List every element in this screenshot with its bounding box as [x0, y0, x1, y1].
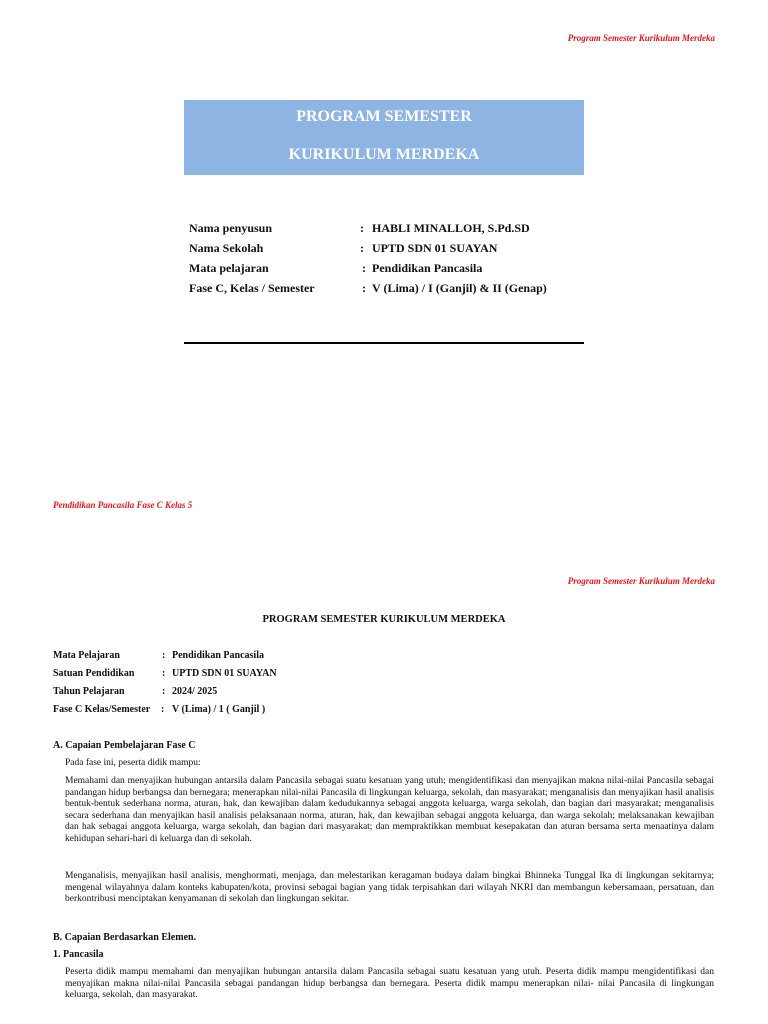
info-colon: :: [360, 221, 364, 235]
info-value: Pendidikan Pancasila: [372, 261, 483, 275]
meta-colon: :: [162, 686, 166, 697]
horizontal-rule: [184, 342, 584, 344]
meta-label: Fase C Kelas/Semester: [53, 704, 151, 715]
info-row: [189, 281, 589, 301]
section-a-paragraph-2: Menganalisis, menyajikan hasil analisis, menghormati, menjaga, dan melestarikan keragaman budaya dalam bingkai Bhinneka Tunggal Ika di lingkungan sekitarnya; mengenal wilayahnya dalam konteks kabupaten/kota, provinsi sebagai bagian yang tidak terpisahkan dari wilayah NKRI dan membangun kebersamaan, persatuan, dan berkontribusi menciptakan kenyamanan di sekolah dan lingkungan sekitar.: [65, 871, 714, 905]
meta-colon: :: [162, 650, 166, 661]
meta-table: [53, 650, 353, 722]
meta-value: 2024/ 2025: [172, 686, 218, 697]
page-title: PROGRAM SEMESTER KURIKULUM MERDEKA: [262, 614, 506, 625]
content-page: [0, 560, 768, 1024]
meta-value: V (Lima) / 1 ( Ganjil ): [172, 704, 266, 715]
meta-colon: :: [161, 704, 165, 715]
meta-label: Satuan Pendidikan: [53, 668, 135, 679]
section-b-item-heading: 1. Pancasila: [53, 949, 104, 960]
title-box: [184, 100, 584, 175]
info-row: [189, 221, 589, 241]
info-label: Nama Sekolah: [189, 241, 264, 255]
info-colon: :: [362, 261, 366, 275]
meta-label: Tahun Pelajaran: [53, 686, 125, 697]
running-header: Program Semester Kurikulum Merdeka: [567, 576, 715, 586]
meta-value: Pendidikan Pancasila: [172, 650, 264, 661]
info-value: V (Lima) / I (Ganjil) & II (Genap): [372, 281, 547, 295]
section-a-heading: A. Capaian Pembelajaran Fase C: [53, 740, 196, 751]
meta-row: [53, 704, 353, 722]
meta-label: Mata Pelajaran: [53, 650, 120, 661]
title-line-1: PROGRAM SEMESTER: [296, 108, 472, 125]
info-row: [189, 261, 589, 281]
running-footer: Pendidikan Pancasila Fase C Kelas 5: [53, 500, 193, 510]
section-b-item-text: Peserta didik mampu memahami dan menyajikan hubungan antarsila dalam Pancasila sebagai suatu kesatuan yang utuh. Peserta didik mampu mengidentifikasi dan menyajikan makna nilai-nilai Pancasila sebagai pandangan hidup berbangsa dan bernegara. Peserta didik mampu menerapkan nilai- nilai Pancasila di lingkungan keluarga, sekolah, dan masyarakat.: [65, 967, 714, 1001]
section-a-intro: Pada fase ini, peserta didik mampu:: [65, 758, 201, 768]
section-a-paragraph-1: Memahami dan menyajikan hubungan antarsila dalam Pancasila sebagai suatu kesatuan yang utuh; mengidentifikasi dan menyajikan makna nilai-nilai Pancasila sebagai pandangan hidup berbangsa dan bernegara; menerapkan nilai-nilai Pancasila di lingkungan keluarga, sekolah, dan masyarakat; menganalisis dan menyajikan hasil analisis bentuk-bentuk sederhana norma, aturan, hak, dan kewajiban dalam kedudukannya sebagai anggota keluarga, warga sekolah, dan bagian dari masyarakat; menganalisis secara sederhana dan menyajikan hasil analisis pelaksanaan norma, aturan, hak, dan kewajiban sebagai anggota keluarga, dan warga sekolah; melaksanakan kewajiban dan hak sebagai anggota keluarga, warga sekolah, dan bagian dari masyarakat; dan mempraktikkan membuat kesepakatan dan aturan bersama serta menaatinya dalam kehidupan sehari-hari di keluarga dan di sekolah.: [65, 776, 714, 844]
info-label: Nama penyusun: [189, 221, 273, 235]
title-line-2: KURIKULUM MERDEKA: [288, 146, 480, 163]
info-colon: :: [360, 241, 364, 255]
meta-row: [53, 668, 353, 686]
running-header: Program Semester Kurikulum Merdeka: [567, 33, 715, 43]
meta-row: [53, 650, 353, 668]
meta-colon: :: [162, 668, 166, 679]
meta-value: UPTD SDN 01 SUAYAN: [172, 668, 277, 679]
info-label: Mata pelajaran: [189, 261, 269, 275]
info-row: [189, 241, 589, 261]
info-label: Fase C, Kelas / Semester: [189, 281, 315, 295]
info-colon: :: [362, 281, 366, 295]
info-table: [189, 221, 589, 301]
info-value: UPTD SDN 01 SUAYAN: [372, 241, 498, 255]
meta-row: [53, 686, 353, 704]
section-b-heading: B. Capaian Berdasarkan Elemen.: [53, 932, 197, 943]
info-value: HABLI MINALLOH, S.Pd.SD: [372, 221, 530, 235]
